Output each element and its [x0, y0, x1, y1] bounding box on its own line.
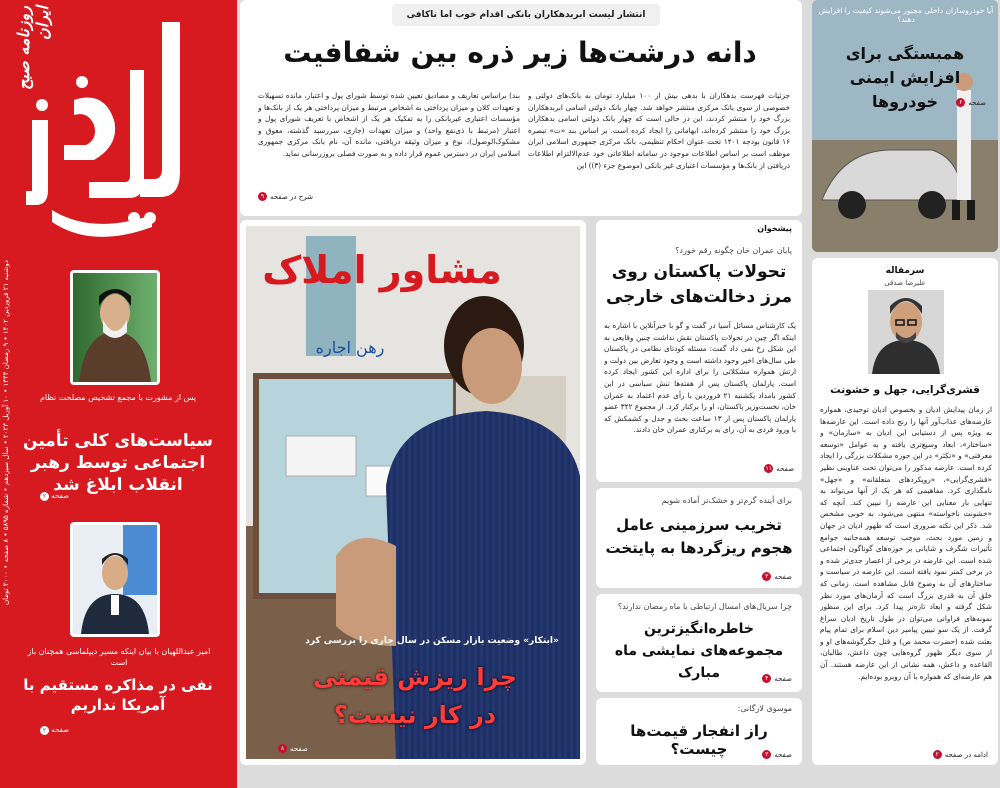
story2-caption: امیر عبداللهیان با بیان اینکه مسیر دیپلماسی همچنان باز است — [27, 647, 211, 667]
car-safety-story[interactable] — [812, 0, 998, 252]
feature-kicker: «ابتکار» وضعیت بازار مسکن در سال جاری را بررسی کرد — [305, 636, 559, 646]
pishkhan-headline[interactable]: تحولات پاکستان روی مرز دخالت‌های خارجی — [605, 262, 793, 307]
car-page-ref[interactable]: صفحه ۶ — [956, 98, 986, 107]
leader-photo — [70, 270, 160, 385]
feature-story[interactable] — [240, 220, 586, 765]
masthead — [0, 0, 237, 788]
sign-top: مشاور املاک — [262, 248, 502, 292]
dust-page-ref[interactable]: صفحه ۳ — [762, 572, 792, 581]
series-kicker: چرا سریال‌های امسال ارتباطی با ماه رمضان ندارند؟ — [617, 602, 792, 611]
car-kicker: آیا خودروسازان داخلی مجبور می‌شوند کیفیت را افزایش دهند؟ — [818, 6, 994, 24]
top-story[interactable] — [240, 0, 802, 216]
top-story-kicker: انتشار لیست ابربدهکاران بانکی اقدام خوب اما ناکافی — [392, 4, 660, 26]
pishkhan-label: پیشخوان — [757, 224, 792, 233]
prices-story[interactable] — [596, 698, 802, 765]
story2-page-ref[interactable]: صفحه ۲ — [40, 726, 69, 735]
feature-page-ref[interactable]: صفحه ۸ — [278, 744, 308, 753]
top-story-headline[interactable]: دانه درشت‌ها زیر ذره بین شفافیت — [283, 36, 757, 69]
prices-page-ref[interactable]: صفحه ۳ — [762, 750, 792, 759]
top-story-page-ref[interactable]: شرح در صفحه ۹ — [258, 192, 313, 201]
prices-kicker: موسوی لارگانی: — [737, 704, 792, 713]
editorial-author: علیرضا صدقی — [884, 279, 926, 287]
dust-headline[interactable]: تخریب سرزمینی عامل هجوم ریزگردها به پایتخت — [605, 516, 793, 557]
car-headline[interactable]: همبستگی برای افزایش ایمنی خودروها — [845, 44, 965, 111]
story1-headline[interactable]: سیاست‌های کلی تأمین اجتماعی توسط رهبر انقلاب ابلاغ شد — [23, 431, 213, 495]
editorial-headline[interactable]: قشری‌گرایی، جهل و خشونت — [830, 384, 980, 396]
prices-headline[interactable]: راز انفجار قیمت‌ها چیست؟ — [630, 722, 768, 758]
story2-headline[interactable]: نفی در مذاکره مستقیم با آمریکا نداریم — [23, 676, 213, 714]
top-story-col-left: بند) براساس تعاریف و مصادیق تعیین شده توسط شورای پول و اعتبار، مانده تسهیلات و تعهدات کلان و میزان پرداختی به اشخاص مرتبط و میزان پرداختی هر یک از بانک‌ها و مؤسسات اعتباری غیربانکی را به تفکیک هر یک از اشخاص با تعریف شورای پول و اعتبار (مرتبط با ذی‌نفع واحد) و میزان تعهدات (جاری، سررسید گذشته، معوق و مشکوک‌الوصول)، نوع و میزان وثیقه دریافتی، مانده آن، نام بانک مرکزی جمهوری اسلامی ایران در دسترس عموم قرار داده و به صورت فصلی بروزرسانی نماید. — [258, 91, 520, 158]
sign-bottom: رهن اجاره — [315, 338, 385, 357]
pishkhan-page-ref[interactable]: صفحه ۱۱ — [765, 464, 794, 473]
series-story[interactable] — [596, 594, 802, 692]
editorial-page-ref[interactable]: ادامه در صفحه ۲ — [933, 750, 988, 759]
story1-page-ref[interactable]: صفحه ۲ — [40, 492, 69, 501]
dust-story[interactable] — [596, 488, 802, 588]
dust-kicker: برای آینده گرم‌تر و خشک‌تر آماده شویم — [661, 496, 792, 505]
editorial-body: از زمان پیدایش ادیان و بخصوص ادیان توحیدی، همواره عارضه‌های عذاب‌آور آنها را رنج داده است. این عارضه‌ها به ویژه پس از دستیابی این ادیان به «سازمان» و «ساختار»، ابعاد وسیع‌تری یافته و به عوامل «توسعه معرفتی» و «تکثر» در این حوزه مشکلات بزرگی را ایجاد کرده است. عارضه مذکور را می‌توان تحت عناوینی نظیر «قشری‌گرایی»، «رویکردهای متعلقانه» و «جهل» نامگذاری کرد. مفاهیمی که هر یک از آنها می‌تواند به تنهایی بار معنایی این عارضه را تبیین کند. آنچه که «خشونت ناخواسته» منتهی می‌شود، به خوبی مشخص شد. ذکر این نکته ضروری است که ظهور ادیان در جهان و زمین مورد بحث، موجب توسعه همه‌جانبه جوامع تأثیرات شگرف و شایانی بر حوزه‌های گوناگون اجتماعی شده است. این عارضه در برخی از اعصار جدی‌تر شده و در برخی کمتر نمود یافته است. این عارضه در سیاست و ساختارهای آن به وضوح قابل مشاهده است. زمانی که خلق آن به قدری بزرگ است که آرمان‌های مورد نظر شکل گرفته و ابعاد تازه‌تر پیدا کرد. برای این منظور نمونه‌های فراوانی می‌توان در طول تاریخ ادیان سراغ گرفت. از یک سو تبیین پیامبر دین اسلام برای تمام پیام بعثت شده (حضرت محمد ص) و قتل جگرگوشه‌های او و از سوی دیگر ظهور گروه‌هایی چون داعش، طالبان، القاعده و داعش، همه نشانی از این عارضه هستند. آن هم عارضه‌ای که همواره با آن روبرو بوده‌ایم. — [820, 405, 992, 681]
pishkhan-story[interactable] — [596, 220, 802, 482]
author-photo — [868, 270, 944, 374]
story1-caption: پس از مشورت با مجمع تشخیص مصلحت نظام — [39, 393, 197, 402]
pishkhan-kicker: پایان عمران خان چگونه رقم خورد؟ — [675, 246, 792, 255]
car-crash-photo — [812, 0, 998, 252]
top-story-col-right: جزئیات فهرست بدهکاران با بدهی بیش از ۱۰۰ میلیارد تومان به بانک‌های دولتی و خصوصی از سوی بانک مرکزی منتشر خواهد شد. چهار بانک دولتی اسامی ابربدهکاران بزرگ خود را منتشر کردند، این در حالی است که چهار بانک دولتی اسامی بدهکاران بزرگ خود را منتشر کرده‌اند، ابهاماتی را ایجاد کرده است. بر اساس بند «ت» تبصره ۱۶ قانون بودجه ۱۴۰۱ تحت عنوان احکام تنظیمی، بانک مرکزی جمهوری اسلامی ایران موظف است بر اساس اطلاعات موجود در سامانه اطلاعاتی خود عدم‌الالتزام اطلاعات دریافتی از بانک‌ها و مؤسسات اعتباری غیر بانکی (موضوع جزء (۳)) این — [528, 91, 790, 170]
dateline: دوشنبه ۲۱ فروردین ۱۴۰۲ • ۹ رمضان ۱۴۴۴ • ۱۰ آوریل ۲۰۲۳ • سال سیزدهم • شماره ۵۸۹۵ • ۸ صفحه • ۳۰۰۰ تومان — [2, 260, 10, 605]
series-headline[interactable]: خاطره‌انگیزترین مجموعه‌های نمایشی ماه مبارک — [614, 621, 784, 681]
series-page-ref[interactable]: صفحه ۴ — [762, 674, 792, 683]
feature-headline[interactable]: چرا ریزش قیمتی در کار نیست؟ — [313, 663, 517, 729]
pishkhan-body: یک کارشناس مسائل آسیا در گفت و گو با خبرآنلاین با اشاره به اینکه اگر چین در تحولات پاکستان نقش نداشت چنین وقایعی به این شکل رخ نمی داد گفت: مسئله کودتای نظامی در پاکستان طی سال‌های اخیر وجود داشته است و وجود تعارض بین دولت و ارتش همواره مشکلاتی را برای اداره این کشور ایجاد کرده است. پارلمان پاکستان پس از هفته‌ها تنش سیاسی در این کشور بامداد یکشنبه ۲۱ فروردین با رأی عدم اعتماد به عمران خان، نخست‌وزیر پاکستان، او را برکنار کرد. از مجموع ۳۴۲ عضو پارلمان پاکستان پس از ۱۳ ساعت بحث و جدل و کشمکش که با ورود فردی به آن، رای به برکناری عمران خان دادند. — [604, 321, 796, 435]
slogan: روزنامه صبح ایران — [14, 6, 52, 90]
editorial[interactable] — [812, 258, 998, 765]
editorial-label: سرمقاله — [885, 266, 925, 276]
minister-photo — [70, 522, 160, 637]
